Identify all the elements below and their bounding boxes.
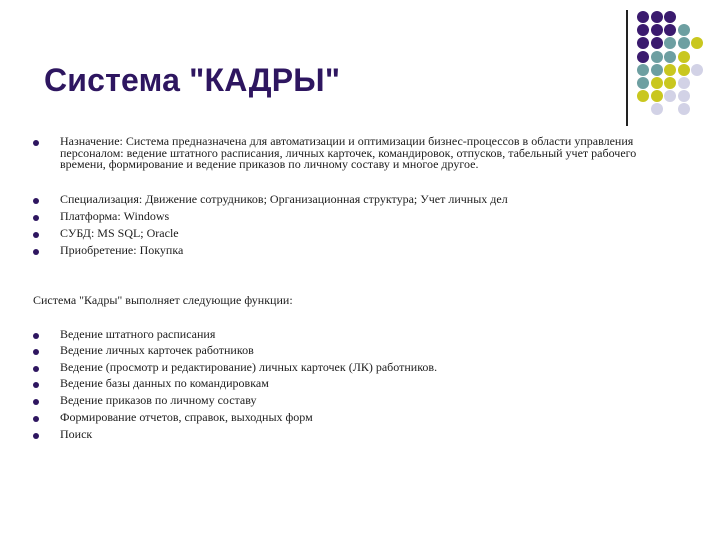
decorative-dot-icon <box>678 51 690 63</box>
decorative-dot-icon <box>651 24 663 36</box>
title-divider-line <box>626 10 628 126</box>
bullet-icon <box>33 333 39 339</box>
decorative-dot-icon <box>651 64 663 76</box>
decorative-dot-icon <box>678 64 690 76</box>
bullet-icon <box>33 433 39 439</box>
decorative-dot-icon <box>651 90 663 102</box>
decorative-dot-icon <box>637 11 649 23</box>
bullet-icon <box>33 215 39 221</box>
decorative-dot-icon <box>651 77 663 89</box>
decorative-dot-icon <box>678 37 690 49</box>
decorative-dot-icon <box>664 64 676 76</box>
decorative-dot-icon <box>678 103 690 115</box>
decorative-dot-icon <box>664 90 676 102</box>
decorative-dot-icon <box>664 77 676 89</box>
bullet-icon <box>33 140 39 146</box>
bullet-icon <box>33 198 39 204</box>
bullet-icon <box>33 399 39 405</box>
decorative-dot-icon <box>664 11 676 23</box>
bullet-icon <box>33 249 39 255</box>
bullet-icon <box>33 232 39 238</box>
bullet-icon <box>33 382 39 388</box>
decorative-dot-icon <box>637 77 649 89</box>
bullet-icon <box>33 416 39 422</box>
decorative-dot-icon <box>651 51 663 63</box>
decorative-dot-icon <box>678 24 690 36</box>
decorative-dot-icon <box>691 37 703 49</box>
decorative-dot-icon <box>678 90 690 102</box>
decorative-dot-icon <box>637 37 649 49</box>
decorative-dot-icon <box>637 90 649 102</box>
decorative-dot-icon <box>664 37 676 49</box>
page-title: Система "КАДРЫ" <box>44 62 341 98</box>
decorative-dot-icon <box>664 51 676 63</box>
decorative-dot-icon <box>664 24 676 36</box>
decorative-dot-icon <box>637 24 649 36</box>
decorative-dot-icon <box>651 11 663 23</box>
bullet-icon <box>33 366 39 372</box>
decorative-dot-icon <box>691 64 703 76</box>
decorative-dot-icon <box>678 77 690 89</box>
decorative-dot-icon <box>637 51 649 63</box>
functions-intro: Система "Кадры" выполняет следующие функции: <box>33 293 293 307</box>
decorative-dot-icon <box>651 37 663 49</box>
decorative-dot-icon <box>637 64 649 76</box>
decorative-dot-icon <box>651 103 663 115</box>
bullet-icon <box>33 349 39 355</box>
